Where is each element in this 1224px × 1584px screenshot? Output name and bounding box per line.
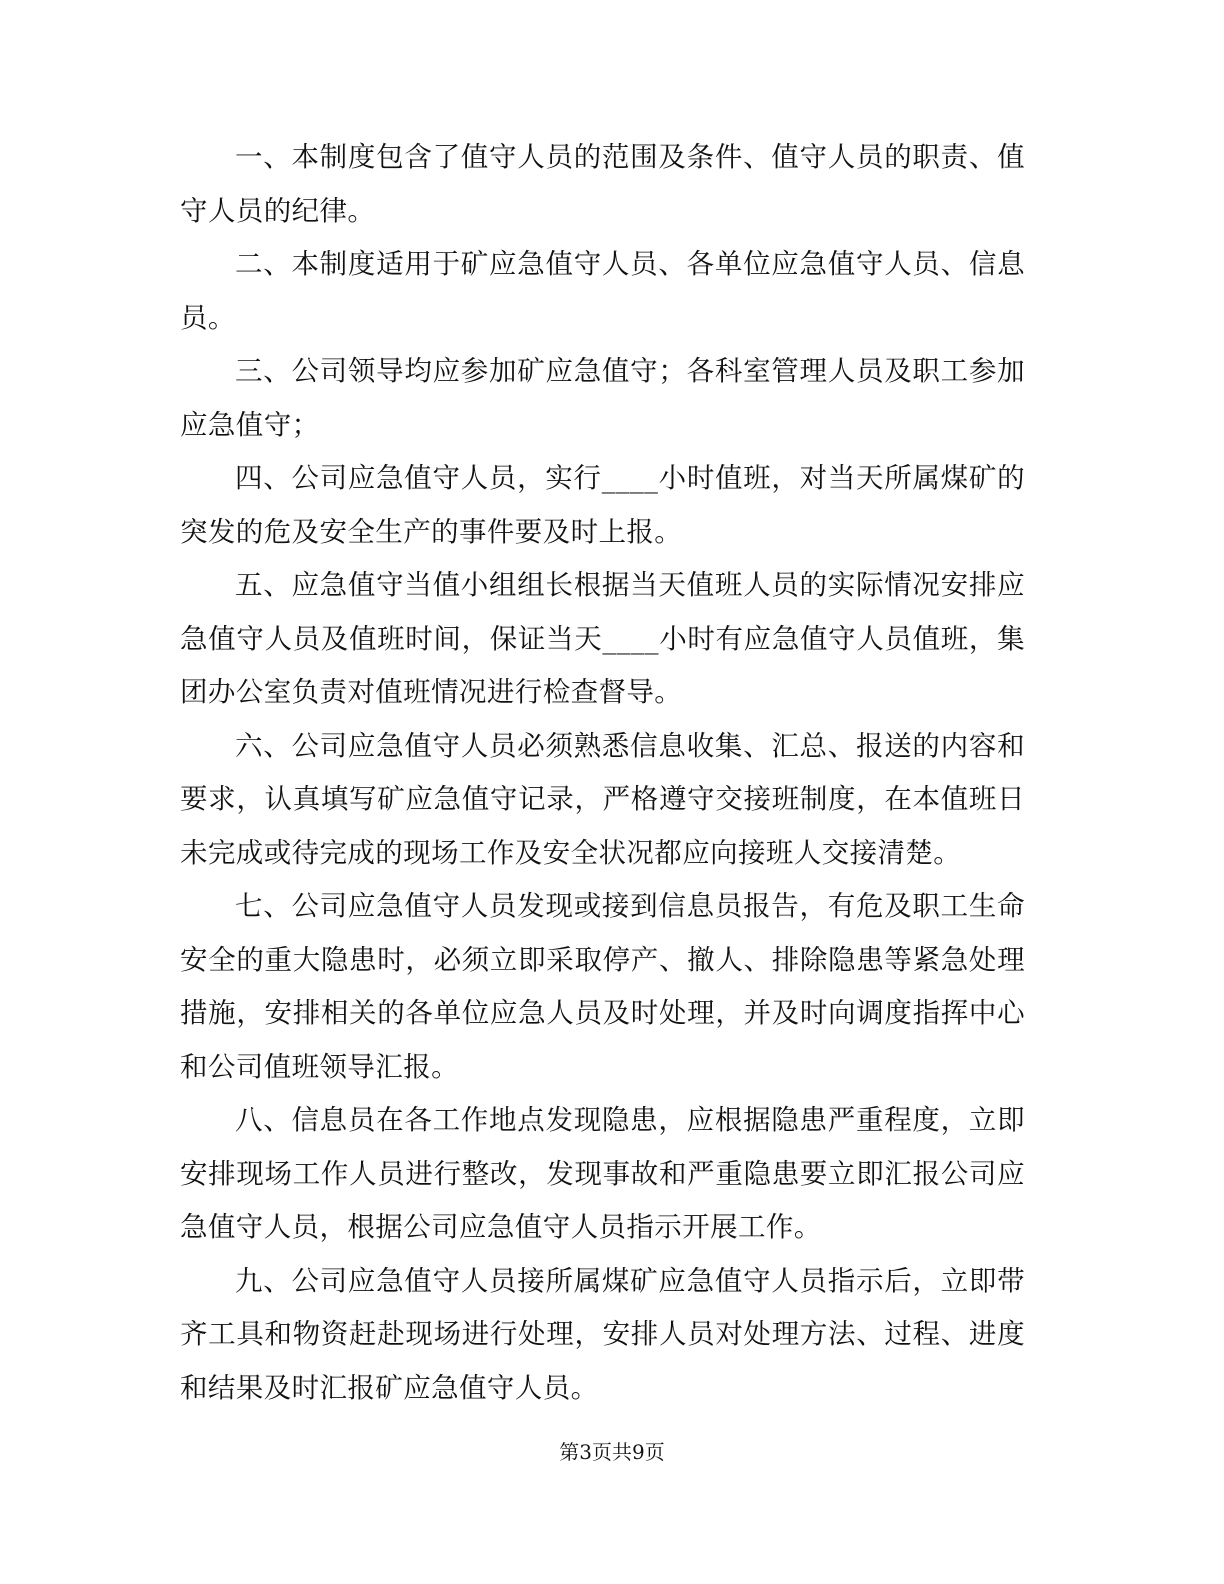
paragraph-9: 九、公司应急值守人员接所属煤矿应急值守人员指示后，立即带齐工具和物资赶赴现场进行处理，安排人员对处理方法、过程、进度和结果及时汇报矿应急值守人员。	[180, 1264, 1025, 1404]
paragraph-8: 八、信息员在各工作地点发现隐患，应根据隐患严重程度，立即安排现场工作人员进行整改，发现事故和严重隐患要立即汇报公司应急值守人员，根据公司应急值守人员指示开展工作。	[180, 1104, 1025, 1243]
document-body	[180, 131, 1025, 1415]
paragraph-7: 七、公司应急值守人员发现或接到信息员报告，有危及职工生命安全的重大隐患时，必须立即采取停产、撤人、排除隐患等紧急处理措施，安排相关的各单位应急人员及时处理，并及时向调度指挥中心和公司值班领导汇报。	[180, 890, 1025, 1083]
paragraph-2: 二、本制度适用于矿应急值守人员、各单位应急值守人员、信息员。	[180, 248, 1025, 334]
paragraph-1: 一、本制度包含了值守人员的范围及条件、值守人员的职责、值守人员的纪律。	[180, 141, 1025, 227]
page-number-footer: 第3页共9页	[559, 1440, 665, 1464]
paragraph-6: 六、公司应急值守人员必须熟悉信息收集、汇总、报送的内容和要求，认真填写矿应急值守记录，严格遵守交接班制度，在本值班日未完成或待完成的现场工作及安全状况都应向接班人交接清楚。	[180, 729, 1025, 869]
paragraph-4: 四、公司应急值守人员，实行____小时值班，对当天所属煤矿的突发的危及安全生产的事件要及时上报。	[180, 462, 1025, 548]
paragraph-3: 三、公司领导均应参加矿应急值守；各科室管理人员及职工参加应急值守；	[180, 355, 1025, 441]
paragraph-5: 五、应急值守当值小组组长根据当天值班人员的实际情况安排应急值守人员及值班时间，保证当天____小时有应急值守人员值班，集团办公室负责对值班情况进行检查督导。	[180, 569, 1025, 708]
